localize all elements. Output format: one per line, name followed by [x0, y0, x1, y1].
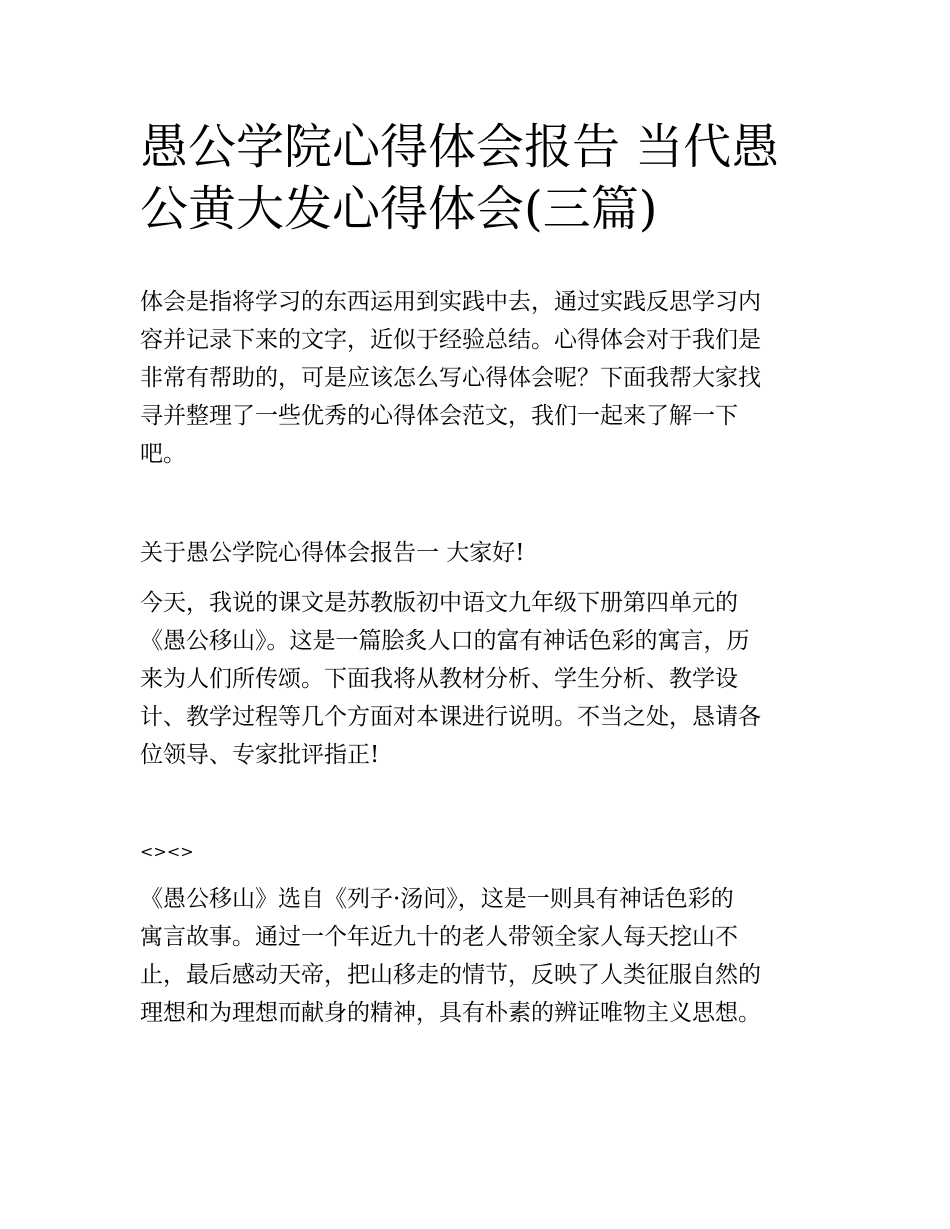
intro-paragraph	[140, 283, 815, 473]
text-line: 计、教学过程等几个方面对本课进行说明。不当之处，恳请各	[140, 704, 761, 730]
text-line: 《愚公移山》选自《列子·汤问》，这是一则具有神话色彩的	[140, 886, 734, 912]
text-line: 容并记录下来的文字，近似于经验总结。心得体会对于我们是	[140, 327, 761, 353]
body-paragraph	[140, 584, 815, 774]
text-line: 止，最后感动天帝，把山移走的情节，反映了人类征服自然的	[140, 962, 761, 988]
text-line: 《愚公移山》。这是一篇脍炙人口的富有神话色彩的寓言，历	[140, 628, 750, 654]
text-line: 寓言故事。通过一个年近九十的老人带领全家人每天挖山不	[140, 924, 738, 950]
text-line: 关于愚公学院心得体会报告一 大家好!	[140, 540, 525, 566]
text-line: 寻并整理了一些优秀的心得体会范文，我们一起来了解一下	[140, 403, 738, 429]
title-line: 公黄大发心得体会(三篇)	[140, 181, 658, 237]
body-paragraph	[140, 880, 815, 1032]
document-title	[140, 116, 820, 240]
report-heading	[140, 534, 815, 572]
text-line: 来为人们所传颂。下面我将从教材分析、学生分析、教学设	[140, 666, 738, 692]
title-line: 愚公学院心得体会报告 当代愚	[140, 119, 780, 175]
text-line: <><>	[140, 842, 194, 861]
text-line: 非常有帮助的，可是应该怎么写心得体会呢？下面我帮大家找	[140, 365, 761, 391]
text-line: 理想和为理想而献身的精神，具有朴素的辨证唯物主义思想。	[140, 1000, 761, 1026]
text-line: 体会是指将学习的东西运用到实践中去，通过实践反思学习内	[140, 289, 761, 315]
text-line: 吧。	[140, 441, 186, 467]
text-line: 今天，我说的课文是苏教版初中语文九年级下册第四单元的	[140, 590, 738, 616]
text-line: 位领导、专家批评指正!	[140, 742, 380, 768]
section-marker	[140, 842, 815, 862]
